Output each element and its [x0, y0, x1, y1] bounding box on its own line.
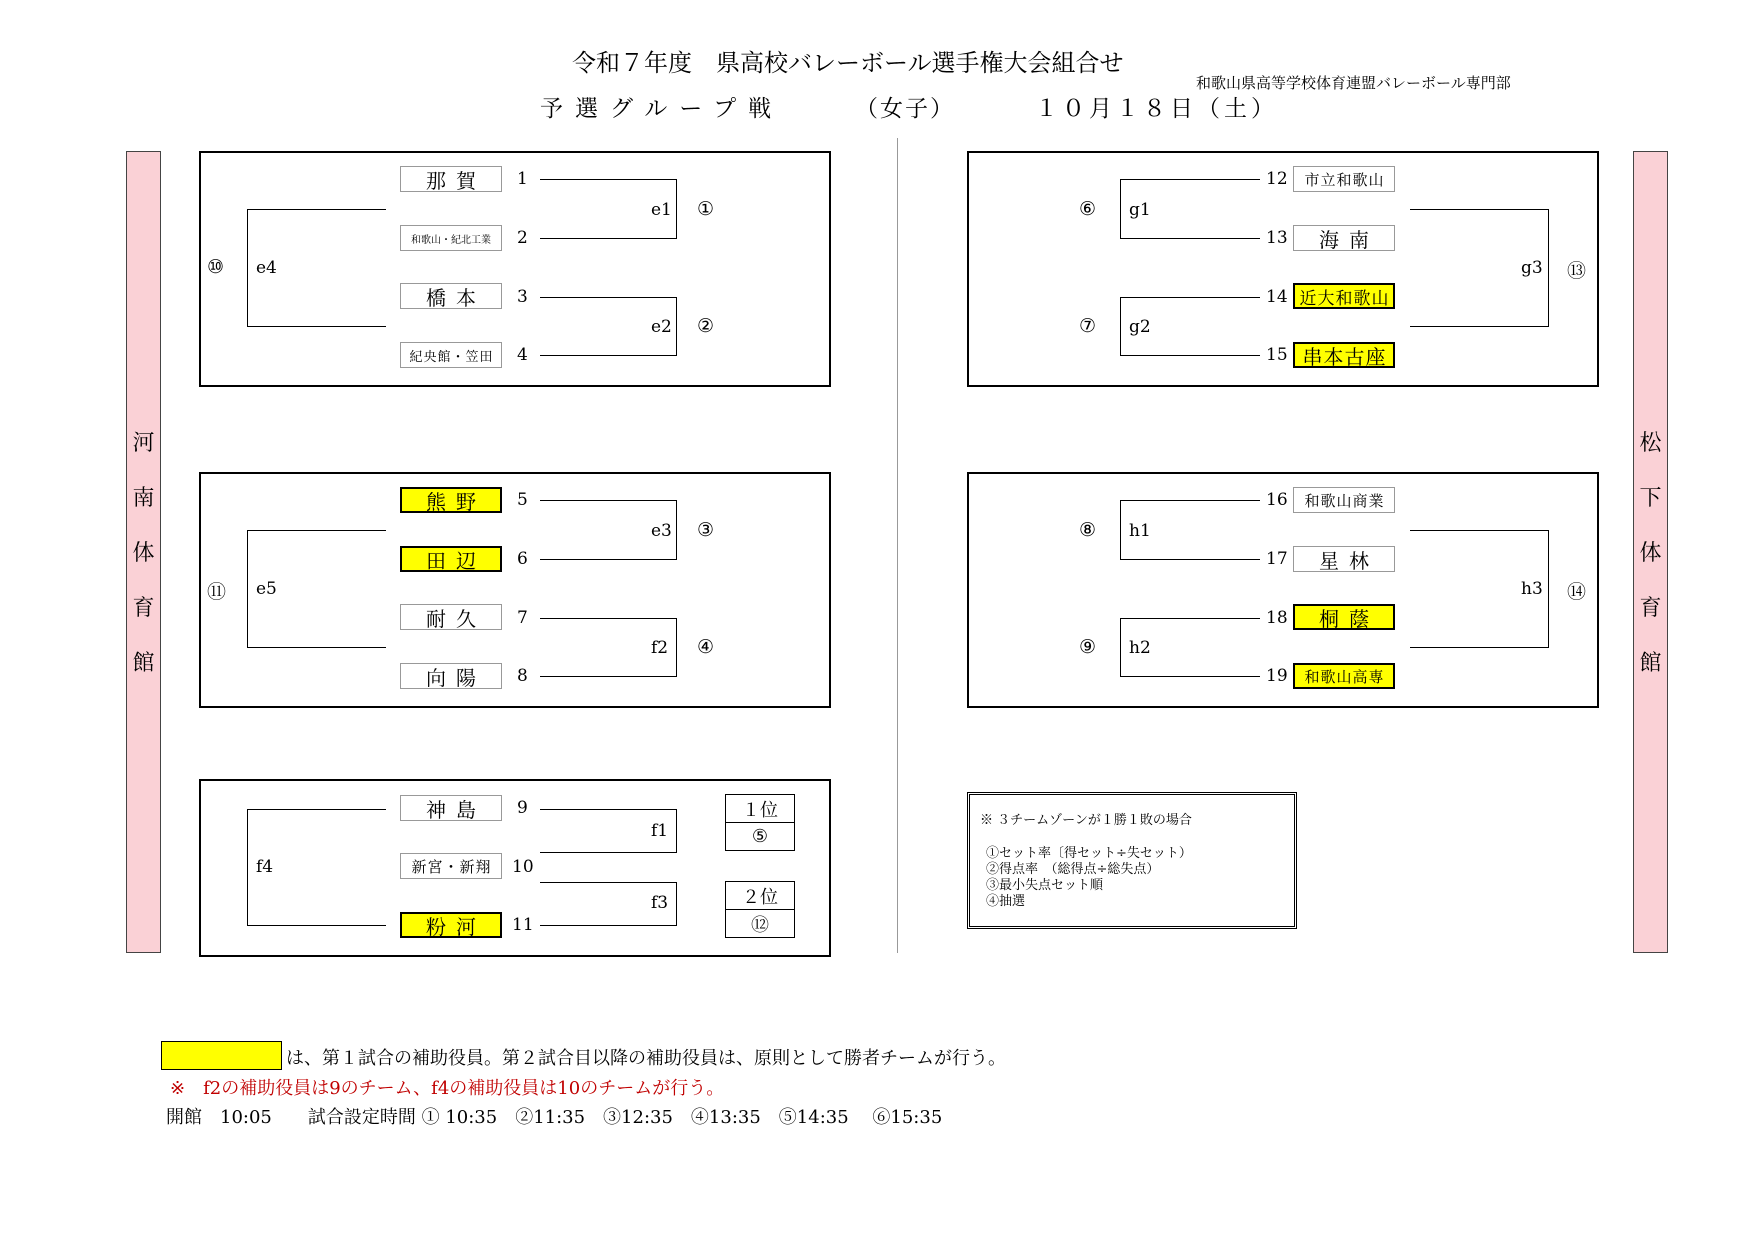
bracket-line — [676, 500, 677, 559]
bracket-line — [247, 647, 386, 648]
team-cell: 市立和歌山 — [1293, 166, 1395, 192]
bracket-line — [676, 882, 677, 925]
venue-left-char: 育 — [132, 596, 155, 621]
venue-right-char: 松 — [1639, 431, 1662, 456]
match-label: h1 — [1129, 521, 1151, 541]
venue-right-char: 館 — [1639, 651, 1662, 676]
team-cell: 桐蔭 — [1293, 604, 1395, 630]
bracket-line — [1120, 500, 1121, 559]
team-number: 19 — [1266, 666, 1288, 686]
bracket-line — [1120, 618, 1260, 619]
team-cell: 新宮・新翔 — [400, 853, 502, 879]
team-number: 15 — [1266, 345, 1288, 365]
bracket-line — [1120, 618, 1121, 676]
bracket-line — [1120, 355, 1260, 356]
team-cell: 星林 — [1293, 546, 1395, 572]
team-number: 18 — [1266, 608, 1288, 628]
bracket-line — [540, 179, 677, 180]
match-order: ⑨ — [1079, 636, 1097, 658]
bracket-line — [540, 559, 677, 560]
match-order: ③ — [697, 519, 715, 541]
note-item: ④抽選 — [986, 894, 1026, 909]
team-number: 10 — [512, 857, 534, 877]
team-number: 17 — [1266, 549, 1288, 569]
venue-left-char: 館 — [132, 651, 155, 676]
bracket-line — [247, 530, 248, 647]
match-order: ⑪ — [207, 581, 227, 603]
team-cell: 海南 — [1293, 225, 1395, 251]
bracket-line — [1410, 209, 1549, 210]
note-item: ③最小失点セット順 — [986, 878, 1104, 893]
match-order: ⑩ — [207, 256, 225, 278]
rank-label: １位 — [725, 794, 795, 823]
team-number: 13 — [1266, 228, 1288, 248]
note-heading: ※ ３チームゾーンが１勝１敗の場合 — [980, 813, 1192, 828]
bracket-line — [540, 882, 677, 883]
team-cell: 和歌山・紀北工業 — [400, 225, 502, 251]
bracket-line — [540, 676, 677, 677]
team-number: 12 — [1266, 169, 1288, 189]
bracket-line — [1120, 179, 1121, 238]
team-number: 2 — [517, 228, 528, 248]
venue-right-char: 育 — [1639, 596, 1662, 621]
bracket-line — [247, 925, 386, 926]
team-number: 1 — [517, 169, 528, 189]
match-order: ④ — [697, 636, 715, 658]
match-label: h3 — [1521, 579, 1543, 599]
bracket-line — [540, 809, 677, 810]
team-cell: 熊野 — [400, 487, 502, 513]
team-cell: 串本古座 — [1293, 342, 1395, 368]
team-number: 7 — [517, 608, 528, 628]
match-order: ⑭ — [1567, 581, 1587, 603]
match-label: e1 — [651, 200, 672, 220]
bracket-line — [540, 355, 677, 356]
bracket-line — [247, 209, 248, 326]
venue-right-char: 下 — [1639, 486, 1662, 511]
venue-left-char: 河 — [132, 431, 155, 456]
page-title: 令和７年度 県高校バレーボール選手権大会組合せ — [572, 49, 1124, 77]
schedule-line: 開館 10:05 試合設定時間 ① 10:35 ②11:35 ③12:35 ④13:35 ⑤14:35 ⑥15:35 — [166, 1107, 943, 1128]
match-label: e3 — [651, 521, 672, 541]
red-note: ※ f2の補助役員は9のチーム、f4の補助役員は10のチームが行う。 — [170, 1078, 725, 1099]
venue-band-right — [1633, 151, 1668, 953]
team-cell: 田辺 — [400, 546, 502, 572]
team-cell: 和歌山高専 — [1293, 663, 1395, 689]
highlight-legend-swatch — [161, 1041, 282, 1070]
match-label: h2 — [1129, 638, 1151, 658]
team-number: 9 — [517, 798, 528, 818]
bracket-box-e2 — [199, 472, 831, 708]
bracket-line — [1120, 559, 1260, 560]
bracket-line — [1410, 647, 1549, 648]
team-number: 4 — [517, 345, 528, 365]
match-order: ⑬ — [1567, 260, 1587, 282]
bracket-line — [540, 852, 677, 853]
match-label: g1 — [1129, 200, 1151, 220]
bracket-line — [676, 618, 677, 676]
team-number: 14 — [1266, 287, 1288, 307]
bracket-line — [540, 297, 677, 298]
bracket-box-e — [199, 151, 831, 387]
match-label: e4 — [256, 258, 277, 278]
team-cell: 粉河 — [400, 912, 502, 938]
match-label: f4 — [256, 857, 274, 877]
bracket-line — [247, 809, 248, 925]
bracket-line — [1120, 500, 1260, 501]
bracket-line — [1120, 179, 1260, 180]
match-label: f2 — [651, 638, 669, 658]
team-cell: 近大和歌山 — [1293, 283, 1395, 309]
match-label: e5 — [256, 579, 277, 599]
note-item: ②得点率 （総得点÷総失点） — [986, 862, 1160, 877]
team-number: 11 — [512, 915, 534, 935]
rank-label: ２位 — [725, 881, 795, 910]
bracket-line — [1120, 297, 1121, 355]
team-cell: 紀央館・笠田 — [400, 342, 502, 368]
bracket-line — [1548, 209, 1549, 326]
match-label: f1 — [651, 821, 669, 841]
bracket-line — [1120, 238, 1260, 239]
bracket-line — [540, 238, 677, 239]
match-order: ① — [697, 198, 715, 220]
bracket-line — [1410, 326, 1549, 327]
bracket-line — [676, 297, 677, 355]
bracket-line — [676, 809, 677, 852]
rank-order: ⑤ — [725, 822, 795, 851]
team-cell: 耐久 — [400, 604, 502, 630]
team-number: 6 — [517, 549, 528, 569]
page-subtitle: 予選グループ戦 — [540, 96, 784, 122]
match-order: ⑥ — [1079, 198, 1097, 220]
bracket-line — [1120, 676, 1260, 677]
bracket-line — [1548, 530, 1549, 647]
bracket-line — [247, 326, 386, 327]
match-label: g2 — [1129, 317, 1151, 337]
venue-left-char: 南 — [132, 486, 155, 511]
category-label: （女子） — [855, 96, 955, 122]
match-label: g3 — [1521, 258, 1543, 278]
bracket-line — [540, 618, 677, 619]
bracket-line — [1410, 530, 1549, 531]
match-order: ⑧ — [1079, 519, 1097, 541]
organizer-label: 和歌山県高等学校体育連盟バレーボール専門部 — [1196, 74, 1511, 92]
team-cell: 那賀 — [400, 166, 502, 192]
team-cell: 和歌山商業 — [1293, 487, 1395, 513]
team-cell: 向陽 — [400, 663, 502, 689]
bracket-line — [247, 530, 386, 531]
bracket-line — [247, 809, 386, 810]
bracket-line — [676, 179, 677, 238]
bracket-line — [1120, 297, 1260, 298]
legend-text: は、第１試合の補助役員。第２試合目以降の補助役員は、原則として勝者チームが行う。 — [286, 1048, 1006, 1069]
team-cell: 神島 — [400, 795, 502, 821]
bracket-line — [540, 500, 677, 501]
venue-left-char: 体 — [132, 541, 155, 566]
note-item: ①セット率〔得セット÷失セット） — [986, 846, 1192, 861]
bracket-line — [247, 209, 386, 210]
team-number: 8 — [517, 666, 528, 686]
center-divider — [897, 138, 898, 953]
rank-order: ⑫ — [725, 909, 795, 938]
team-number: 16 — [1266, 490, 1288, 510]
team-number: 5 — [517, 490, 528, 510]
bracket-line — [540, 925, 677, 926]
team-number: 3 — [517, 287, 528, 307]
team-cell: 橋本 — [400, 283, 502, 309]
match-label: f3 — [651, 893, 669, 913]
venue-band-left — [126, 151, 161, 953]
match-label: e2 — [651, 317, 672, 337]
venue-right-char: 体 — [1639, 541, 1662, 566]
match-order: ⑦ — [1079, 315, 1097, 337]
date-label: １０月１８日（土） — [1035, 96, 1278, 122]
match-order: ② — [697, 315, 715, 337]
